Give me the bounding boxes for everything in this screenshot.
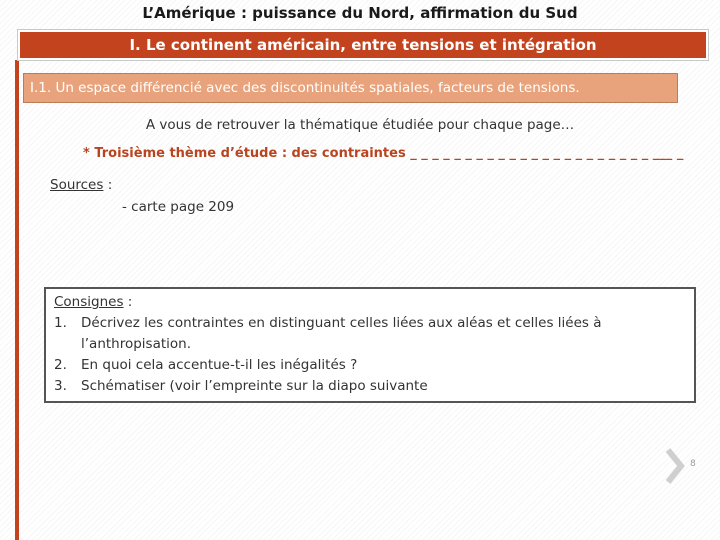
section-heading-bar	[18, 30, 708, 60]
consignes-colon: :	[123, 294, 133, 310]
consignes-heading	[54, 292, 686, 313]
sources-label: Sources	[50, 177, 104, 193]
consignes-label: Consignes	[54, 294, 124, 310]
sources-item: - carte page 209	[122, 199, 235, 215]
sources-heading	[50, 177, 112, 193]
slide-title: L’Amérique : puissance du Nord, affirmation du Sud	[142, 4, 578, 22]
consigne-number: 2.	[54, 357, 67, 373]
sources-colon: :	[103, 177, 113, 193]
consigne-number: 1.	[54, 315, 67, 331]
theme-fill-in-line: * Troisième thème d’étude : des contraintes _ _ _ _ _ _ _ _ _ _ _ _ _ _ _ _ _ _ _ _ _ _ ___ _	[83, 146, 684, 161]
consigne-text: Décrivez les contraintes en distinguant celles liées aux aléas et celles liées à l’anthropisation.	[81, 315, 602, 352]
subsection-heading-box	[23, 73, 678, 103]
consignes-list	[54, 313, 686, 397]
consigne-number: 3.	[54, 378, 67, 394]
chevron-right-icon	[664, 447, 686, 485]
section-heading: I. Le continent américain, entre tensions et intégration	[129, 36, 597, 54]
consigne-text: Schématiser (voir l’empreinte sur la diapo suivante	[81, 378, 428, 394]
consigne-text: En quoi cela accentue-t-il les inégalités ?	[81, 357, 358, 373]
subsection-heading: I.1. Un espace différencié avec des discontinuités spatiales, facteurs de tensions.	[30, 80, 580, 96]
consigne-item	[54, 355, 686, 376]
consigne-item	[54, 376, 686, 397]
intro-text: A vous de retrouver la thématique étudiée pour chaque page…	[145, 117, 575, 133]
consigne-item	[54, 313, 686, 355]
slide-number: 8	[690, 459, 696, 469]
consignes-box	[44, 287, 696, 403]
